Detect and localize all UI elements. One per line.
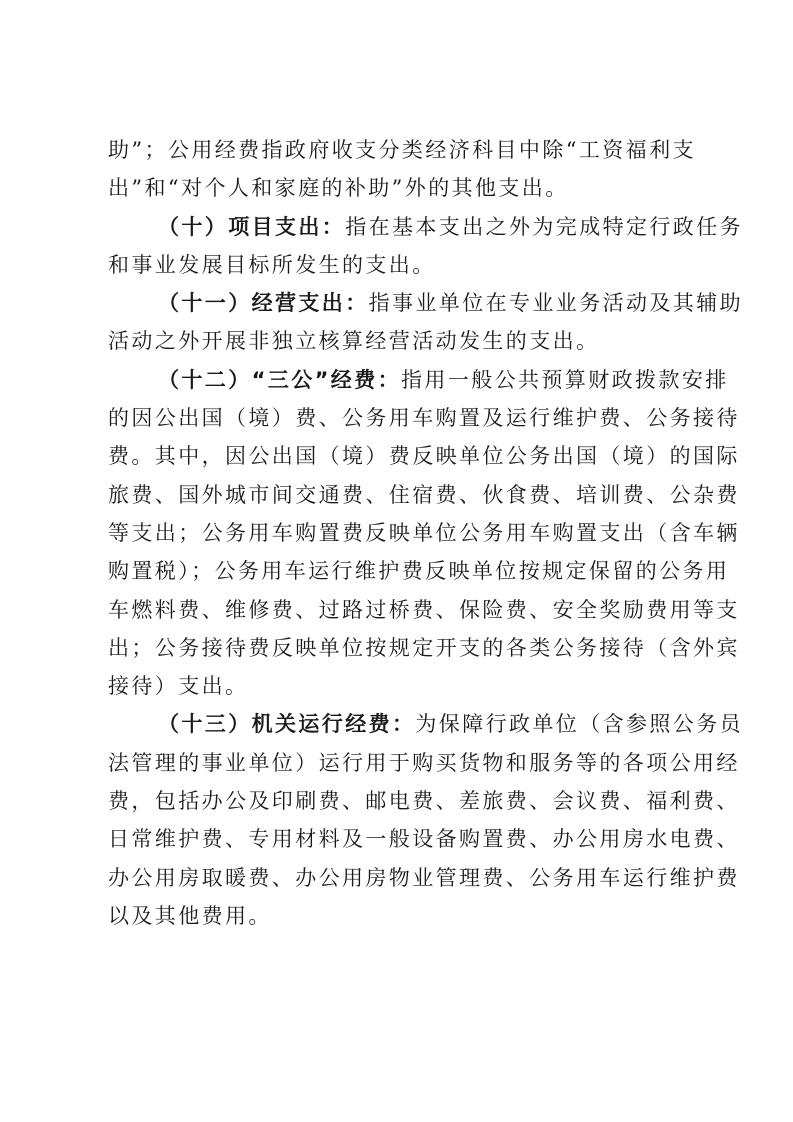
body-line: 以及其他费用。 (108, 903, 272, 928)
body-line (108, 367, 729, 392)
document-body (108, 138, 744, 944)
body-line: 助”；公用经费指政府收支分类经济科目中除“工资福利支 (108, 138, 696, 162)
body-line: 车燃料费、维修费、过路过桥费、保险费、安全奖励费用等支 (108, 597, 740, 622)
section-heading: （十三）机关运行经费： (158, 712, 416, 737)
body-line: 日常维护费、专用材料及一般设备购置费、办公用房水电费、 (108, 827, 740, 852)
body-line (108, 712, 744, 737)
body-line: 法管理的事业单位）运行用于购买货物和服务等的各项公用经 (108, 750, 740, 775)
paragraph-project-expenditure (108, 214, 744, 277)
body-text: 为保障行政单位（含参照公务员 (415, 712, 744, 737)
body-line: 和事业发展目标所发生的支出。 (108, 252, 436, 277)
body-line (108, 291, 744, 316)
body-line: 接待）支出。 (108, 674, 249, 699)
section-heading: （十一）经营支出： (158, 291, 369, 316)
body-text: 指事业单位在专业业务活动及其辅助 (368, 291, 744, 316)
body-line: 费。其中，因公出国（境）费反映单位公务出国（境）的国际 (108, 444, 740, 469)
body-line: 出；公务接待费反映单位按规定开支的各类公务接待（含外宾 (108, 635, 740, 660)
body-line: 购置税）；公务用车运行维护费反映单位按规定保留的公务用 (108, 559, 730, 584)
body-text: 指在基本支出之外为完成特定行政任务 (345, 214, 744, 239)
body-line: 旅费、国外城市间交通费、住宿费、伙食费、培训费、公杂费 (108, 482, 740, 507)
body-line: 费，包括办公及印刷费、邮电费、差旅费、会议费、福利费、 (108, 789, 740, 814)
section-heading: （十二）“三公”经费： (158, 367, 402, 392)
paragraph-agency-operating-funds (108, 712, 744, 928)
section-heading: （十）项目支出： (158, 214, 346, 239)
body-line: 的因公出国（境）费、公务用车购置及运行维护费、公务接待 (108, 406, 740, 431)
body-text: 指用一般公共预算财政拨款安排 (401, 367, 729, 392)
paragraph-staff-welfare-continuation (108, 138, 696, 201)
body-line: 等支出；公务用车购置费反映单位公务用车购置支出（含车辆 (108, 520, 740, 545)
paragraph-three-public-expenses (108, 367, 740, 699)
body-line (108, 214, 744, 239)
body-line: 活动之外开展非独立核算经营活动发生的支出。 (108, 329, 600, 354)
paragraph-operating-expenditure (108, 291, 744, 354)
body-line: 办公用房取暖费、办公用房物业管理费、公务用车运行维护费 (108, 865, 740, 890)
body-line: 出”和“对个人和家庭的补助”外的其他支出。 (108, 176, 569, 201)
